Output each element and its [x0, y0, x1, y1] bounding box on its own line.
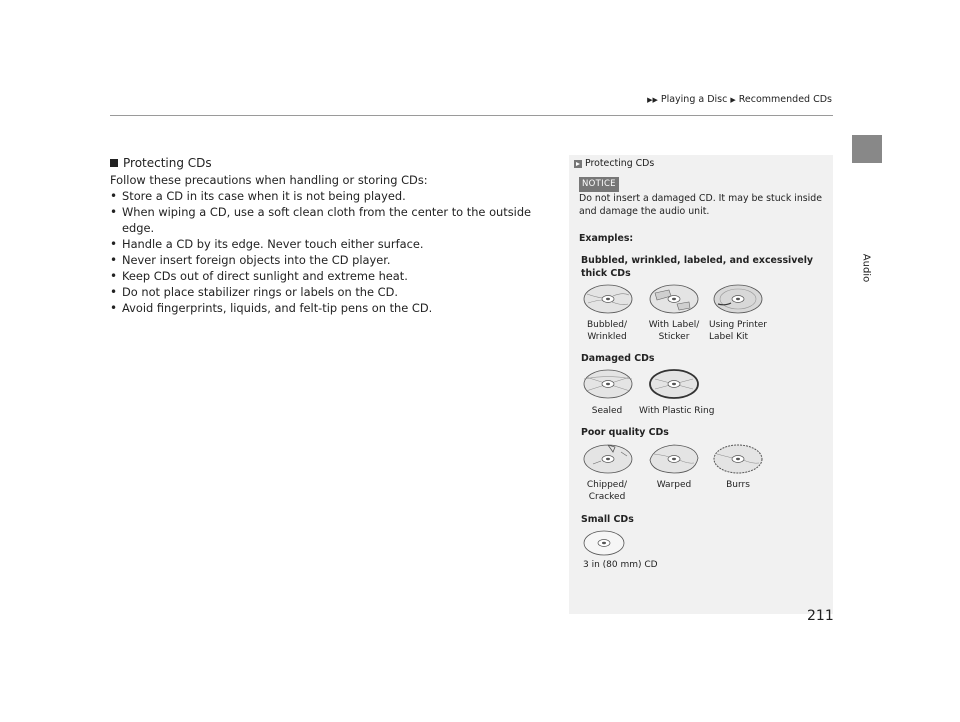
breadcrumb-item-recommended-cds[interactable]: Recommended CDs	[738, 94, 832, 105]
list-item: • Avoid fingerprints, liquids, and felt-tip pens on the CD.	[110, 301, 433, 315]
group4-heading: Small CDs	[581, 514, 634, 525]
group3-heading: Poor quality CDs	[581, 427, 669, 438]
caption-burrs: Burrs	[726, 480, 750, 490]
notice-text: Do not insert a damaged CD. It may be stuck inside and damage the audio unit.	[579, 193, 822, 217]
group2-heading: Damaged CDs	[581, 353, 655, 364]
notice-badge: NOTICE	[579, 177, 619, 192]
section-label: Audio	[860, 253, 872, 283]
section-tab	[852, 135, 882, 163]
label-sticker-cd-icon	[649, 284, 699, 314]
caption-chipped: Chipped/ Cracked	[586, 480, 628, 502]
sidebar-title: Protecting CDs	[574, 157, 654, 170]
caption-warped: Warped	[656, 480, 692, 490]
group1-heading-line2: thick CDs	[581, 268, 631, 279]
caption-plastic-ring: With Plastic Ring	[639, 406, 715, 416]
caption-bubbled: Bubbled/ Wrinkled	[586, 320, 628, 342]
square-bullet-icon	[110, 159, 118, 167]
printer-label-cd-icon	[713, 284, 763, 314]
caption-with-label: With Label/ Sticker	[648, 320, 700, 342]
plastic-ring-cd-icon	[649, 369, 699, 399]
intro-text: Follow these precautions when handling or storing CDs:	[110, 173, 428, 187]
header-rule	[110, 115, 833, 116]
group1-heading-line1: Bubbled, wrinkled, labeled, and excessively	[581, 255, 814, 266]
small-cd-icon	[583, 530, 625, 556]
sealed-cd-icon	[583, 369, 633, 399]
list-item: • Keep CDs out of direct sunlight and extreme heat.	[110, 269, 408, 283]
sidebar-note	[569, 155, 833, 614]
list-item: • Store a CD in its case when it is not being played.	[110, 189, 406, 203]
note-icon	[574, 160, 582, 168]
precaution-list	[110, 188, 560, 316]
breadcrumb-item-playing-a-disc[interactable]: Playing a Disc	[660, 94, 728, 105]
caption-small-cd: 3 in (80 mm) CD	[583, 560, 658, 570]
chipped-cd-icon	[583, 444, 633, 474]
warped-cd-icon	[649, 444, 699, 474]
burrs-cd-icon	[713, 444, 763, 474]
bubbled-cd-icon	[583, 284, 633, 314]
arrow-icon: ▶	[730, 95, 736, 104]
caption-printer-label: Using Printer Label Kit	[709, 320, 767, 342]
section-heading	[110, 155, 560, 171]
caption-sealed: Sealed	[591, 406, 623, 416]
list-item: • Do not place stabilizer rings or labels on the CD.	[110, 285, 398, 299]
breadcrumb	[647, 94, 832, 105]
examples-label: Examples:	[579, 233, 634, 244]
page-number: 211	[807, 608, 834, 624]
list-item: • Handle a CD by its edge. Never touch either surface.	[110, 237, 424, 251]
list-item: • Never insert foreign objects into the CD player.	[110, 253, 391, 267]
main-content	[110, 155, 560, 316]
heading-text: Protecting CDs	[123, 156, 212, 170]
arrow-icon: ▶▶	[647, 95, 658, 104]
list-item: • When wiping a CD, use a soft clean cloth from the center to the outside edge.	[110, 205, 532, 235]
